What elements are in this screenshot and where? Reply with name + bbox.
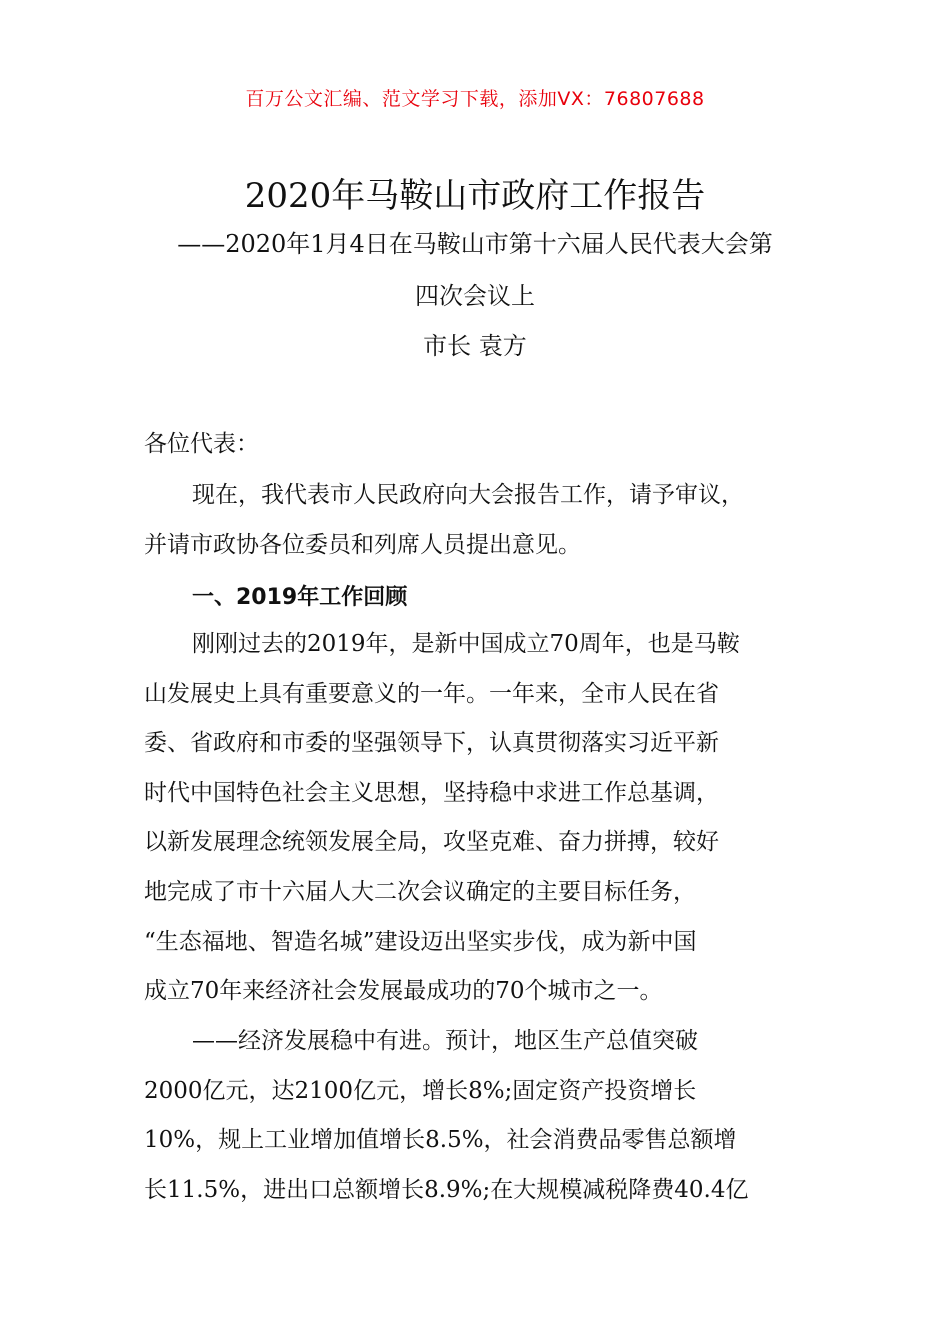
paragraph-line: “生态福地、智造名城”建设迈出坚实步伐，成为新中国 (144, 928, 697, 955)
paragraph-line: 并请市政协各位委员和列席人员提出意见。 (144, 531, 581, 558)
paragraph-line: ——经济发展稳中有进。预计，地区生产总值突破 (192, 1028, 698, 1054)
document-title: 2020年马鞍山市政府工作报告 (244, 176, 706, 216)
salutation: 各位代表： (144, 431, 259, 457)
paragraph-line: 2000亿元，达2100亿元，增长8%;固定资产投资增长 (144, 1077, 697, 1104)
paragraph-line: 现在，我代表市人民政府向大会报告工作，请予审议， (192, 482, 744, 508)
document-subtitle-continued: 四次会议上 (415, 282, 535, 310)
paragraph-line: 刚刚过去的2019年，是新中国成立70周年，也是马鞍 (192, 631, 740, 657)
watermark-banner: 百万公文汇编、范文学习下载，添加VX：76807688 (245, 88, 705, 110)
paragraph-line: 10%，规上工业增加值增长8.5%，社会消费品零售总额增 (144, 1127, 737, 1154)
document-author: 市长 袁方 (423, 332, 527, 360)
paragraph-line: 以新发展理念统领发展全局，攻坚克难、奋力拼搏，较好 (144, 829, 719, 856)
paragraph-intro (144, 471, 812, 570)
section-heading: 一、2019年工作回顾 (192, 585, 408, 610)
document-subtitle: ——2020年1月4日在马鞍山市第十六届人民代表大会第 (177, 230, 773, 258)
paragraph-line: 成立70年来经济社会发展最成功的70个城市之一。 (144, 978, 663, 1005)
paragraph-line: 地完成了市十六届人大二次会议确定的主要目标任务， (144, 878, 696, 905)
paragraph-line: 委、省政府和市委的坚强领导下，认真贯彻落实习近平新 (144, 730, 719, 757)
paragraph-line: 长11.5%，进出口总额增长8.9%;在大规模减税降费40.4亿 (144, 1176, 749, 1203)
paragraph-line: 时代中国特色社会主义思想，坚持稳中求进工作总基调， (144, 779, 719, 806)
paragraph-line: 山发展史上具有重要意义的一年。一年来，全市人民在省 (144, 680, 719, 707)
paragraph-review (144, 620, 812, 1017)
paragraph-economy (144, 1017, 812, 1215)
